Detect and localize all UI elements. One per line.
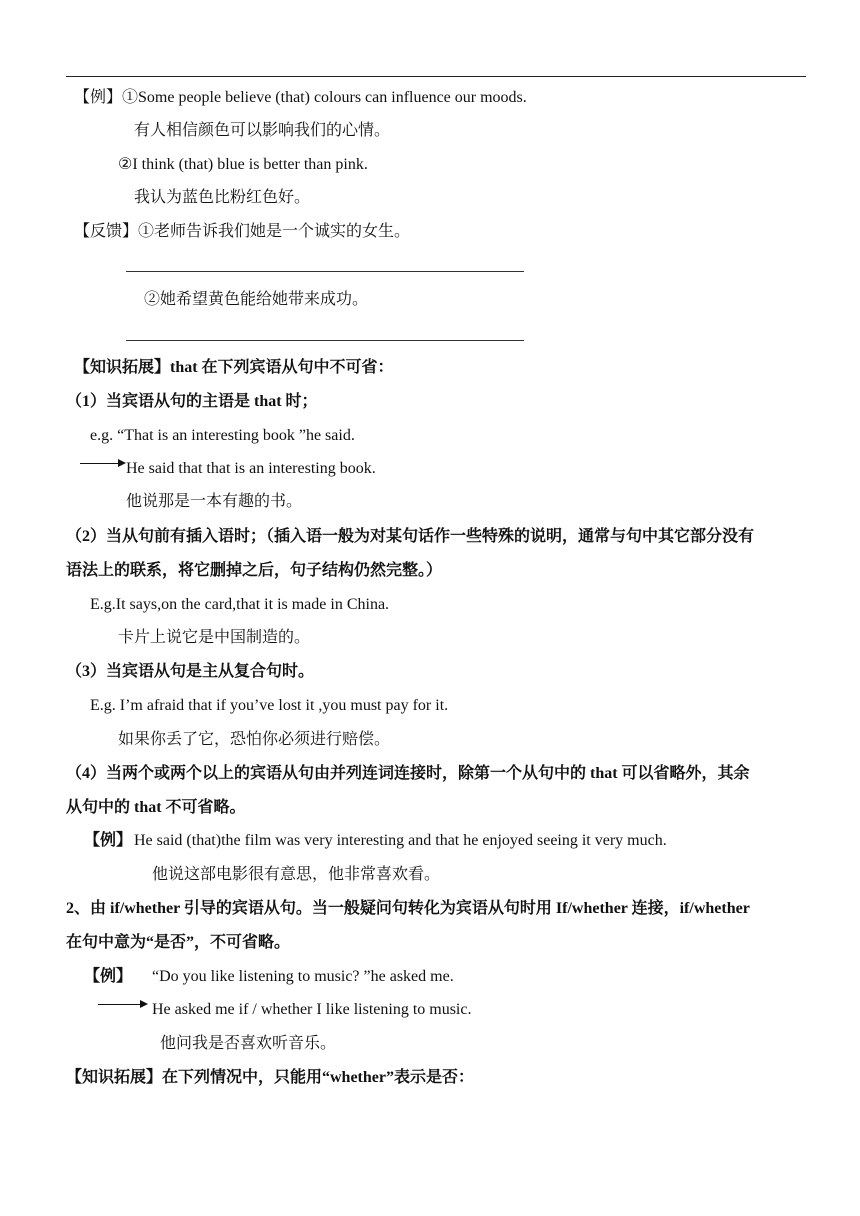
example-2-translation: 我认为蓝色比粉红色好。 [134,189,311,206]
rule-2-line-1: （2）当从句前有插入语时；（插入语一般为对某句话作一些特殊的说明，通常与句中其它部分没有 [66,528,755,545]
answer-blank-1 [126,271,524,272]
section-2-line-2: 在句中意为“是否”，不可省略。 [66,934,291,951]
section-2-line-1: 2、由 if/whether 引导的宾语从句。当一般疑问句转化为宾语从句时用 If/whether 连接，if/whether [66,900,750,917]
rule-1: （1）当宾语从句的主语是 that 时； [66,393,318,410]
rule-3-example: E.g. I’m afraid that if you’ve lost it ,you must pay for it. [90,697,449,714]
rule-4-line-1: （4）当两个或两个以上的宾语从句由并列连词连接时，除第一个从句中的 that 可以省略外，其余 [66,765,750,782]
example-label: 【例】 [84,832,133,849]
rule-2-line-2: 语法上的联系，将它删掉之后，句子结构仍然完整。） [66,562,443,579]
example-1: 【例】①Some people believe (that) colours can influence our moods. [74,89,527,106]
header-rule [66,76,806,77]
arrow-icon [98,1004,146,1005]
section-2-translation: 他问我是否喜欢听音乐。 [160,1035,337,1052]
feedback-2: ②她希望黄色能给她带来成功。 [144,291,369,308]
feedback-1: 【反馈】①老师告诉我们她是一个诚实的女生。 [74,223,411,240]
rule-1-translation: 他说那是一本有趣的书。 [126,493,303,510]
rule-1-example: e.g. “That is an interesting book ”he said. [90,427,355,444]
rule-3-translation: 如果你丢了它，恐怕你必须进行赔偿。 [118,731,391,748]
example-label: 【例】 [84,968,133,985]
rule-2-example: E.g.It says,on the card,that it is made in China. [90,596,390,613]
rule-4-example: He said (that)the film was very interesting and that he enjoyed seeing it very much. [134,832,667,849]
example-2: ②I think (that) blue is better than pink. [118,156,368,173]
section-2-example: “Do you like listening to music? ”he asked me. [152,968,454,985]
rule-1-converted: He said that that is an interesting book. [126,460,376,477]
rule-4-translation: 他说这部电影很有意思，他非常喜欢看。 [152,866,441,883]
answer-blank-2 [126,340,524,341]
rule-3: （3）当宾语从句是主从复合句时。 [66,663,315,680]
example-1-translation: 有人相信颜色可以影响我们的心情。 [134,122,391,139]
section-2-converted: He asked me if / whether I like listening to music. [152,1001,472,1018]
knowledge-expansion-heading: 【知识拓展】that 在下列宾语从句中不可省： [74,359,394,376]
rule-2-translation: 卡片上说它是中国制造的。 [118,629,311,646]
rule-4-line-2: 从句中的 that 不可省略。 [66,799,246,816]
knowledge-expansion-whether: 【知识拓展】在下列情况中，只能用“whether”表示是否： [66,1069,474,1086]
arrow-icon [80,463,124,464]
